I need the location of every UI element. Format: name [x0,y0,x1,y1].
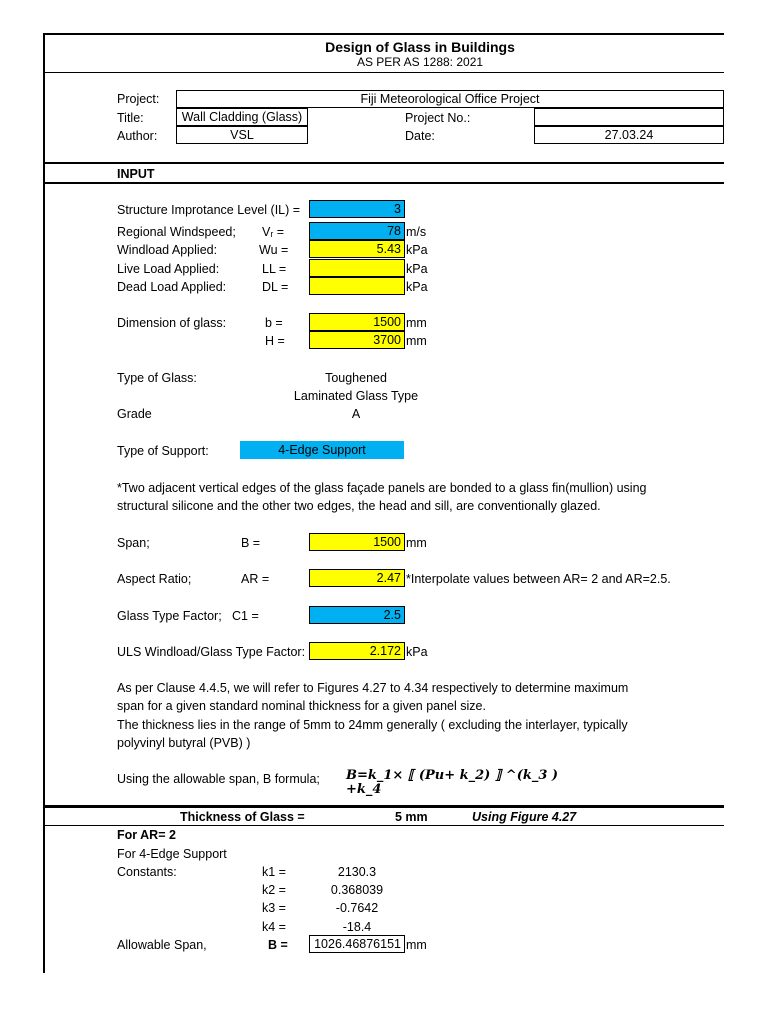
span-symbol: B = [241,536,261,550]
h-symbol: H = [265,334,285,348]
clause-line-3: The thickness lies in the range of 5mm to 24mm generally ( excluding the interlayer, typically [117,718,628,732]
top-rule [44,33,724,35]
b-symbol: b = [265,316,283,330]
project-label: Project: [117,92,160,106]
il-input[interactable]: 3 [309,200,405,218]
clause-line-2: span for a given standard nominal thickness for a given panel size. [117,699,486,713]
input-bottom-rule [44,182,724,184]
h-input[interactable]: 3700 [309,331,405,349]
deadload-unit: kPa [406,280,428,294]
constants-label: Constants: [117,865,177,879]
deadload-input[interactable] [309,277,405,295]
b-unit: mm [406,316,427,330]
k3-symbol: k3 = [262,901,286,915]
span-label: Span; [117,536,150,550]
note-line-1: *Two adjacent vertical edges of the glass façade panels are bonded to a glass fin(mullion) using [117,481,647,495]
k4-symbol: k4 = [262,920,286,934]
deadload-label: Dead Load Applied: [117,280,227,294]
k1-value: 2130.3 [337,865,377,879]
laminated-glass-type: Laminated Glass Type [293,389,419,403]
liveload-symbol: LL = [262,262,287,276]
windspeed-symbol: Vᵣ = [262,225,285,239]
allowable-value[interactable]: 1026.46876151 [309,935,405,953]
span-unit: mm [406,536,427,550]
windload-label: Windload Applied: [117,243,218,257]
glass-type-value: Toughened [325,371,387,385]
grade-label: Grade [117,407,152,421]
c1-label: Glass Type Factor; [117,609,222,623]
figure-reference: Using Figure 4.27 [472,810,577,824]
allowable-unit: mm [406,938,427,952]
il-label: Structure Improtance Level (IL) = [117,203,301,217]
page-title: Design of Glass in Buildings [325,39,515,55]
windspeed-label: Regional Windspeed; [117,225,236,239]
k4-value: -18.4 [342,920,372,934]
windload-input[interactable]: 5.43 [309,240,405,258]
ar-value[interactable]: 2.47 [309,569,405,587]
author-value[interactable]: VSL [176,126,308,144]
date-value[interactable]: 27.03.24 [534,126,724,144]
ar-label: Aspect Ratio; [117,572,192,586]
span-value[interactable]: 1500 [309,533,405,551]
title-value[interactable]: Wall Cladding (Glass) [176,108,308,126]
thickness-bottom-rule [44,825,724,826]
windload-symbol: Wu = [259,243,289,257]
project-no-label: Project No.: [405,111,471,125]
clause-line-4: polyvinyl butyral (PVB) ) [117,736,251,750]
glass-type-label: Type of Glass: [117,371,197,385]
formula-line-1: B=k_1× ⟦ (Pu+ k_2) ⟧ ^(k_3 ) [346,768,559,783]
project-no-value[interactable] [534,108,724,126]
k1-symbol: k1 = [262,865,286,879]
thickness-value: 5 mm [395,810,428,824]
input-heading: INPUT [117,167,155,181]
thickness-top-rule [44,805,724,808]
grade-value: A [351,407,361,421]
windspeed-unit: m/s [406,225,427,239]
ar-heading: For AR= 2 [117,828,176,842]
clause-line-1: As per Clause 4.4.5, we will refer to Figures 4.27 to 4.34 respectively to determine maximum [117,681,629,695]
ar-note: *Interpolate values between AR= 2 and AR=2.5. [406,572,671,586]
deadload-symbol: DL = [262,280,289,294]
support-label: Type of Support: [117,444,209,458]
formula-line-2: +k_4 [346,782,382,797]
uls-unit: kPa [406,645,428,659]
thickness-label: Thickness of Glass = [180,810,305,824]
author-label: Author: [117,129,158,143]
title-label: Title: [117,111,144,125]
windload-unit: kPa [406,243,428,257]
k2-symbol: k2 = [262,883,286,897]
project-value[interactable]: Fiji Meteorological Office Project [176,90,724,108]
formula-label: Using the allowable span, B formula; [117,772,320,786]
date-label: Date: [405,129,435,143]
note-line-2: structural silicone and the other two edges, the head and sill, are conventionally glazed. [117,499,601,513]
k3-value: -0.7642 [335,901,379,915]
uls-value[interactable]: 2.172 [309,642,405,660]
liveload-input[interactable] [309,259,405,277]
support-heading: For 4-Edge Support [117,847,227,861]
uls-label: ULS Windload/Glass Type Factor: [117,645,306,659]
liveload-unit: kPa [406,262,428,276]
b-input[interactable]: 1500 [309,313,405,331]
header-rule [44,72,724,73]
allowable-symbol: B = [268,938,288,952]
support-dropdown[interactable]: 4-Edge Support [240,441,404,459]
windspeed-input[interactable]: 78 [309,222,405,240]
c1-value[interactable]: 2.5 [309,606,405,624]
allowable-label: Allowable Span, [117,938,207,952]
input-top-rule [44,162,724,164]
ar-symbol: AR = [241,572,270,586]
c1-symbol: C1 = [232,609,259,623]
h-unit: mm [406,334,427,348]
k2-value: 0.368039 [330,883,384,897]
dimension-label: Dimension of glass: [117,316,227,330]
page-subtitle: AS PER AS 1288: 2021 [356,55,484,69]
liveload-label: Live Load Applied: [117,262,220,276]
left-border [43,33,45,973]
